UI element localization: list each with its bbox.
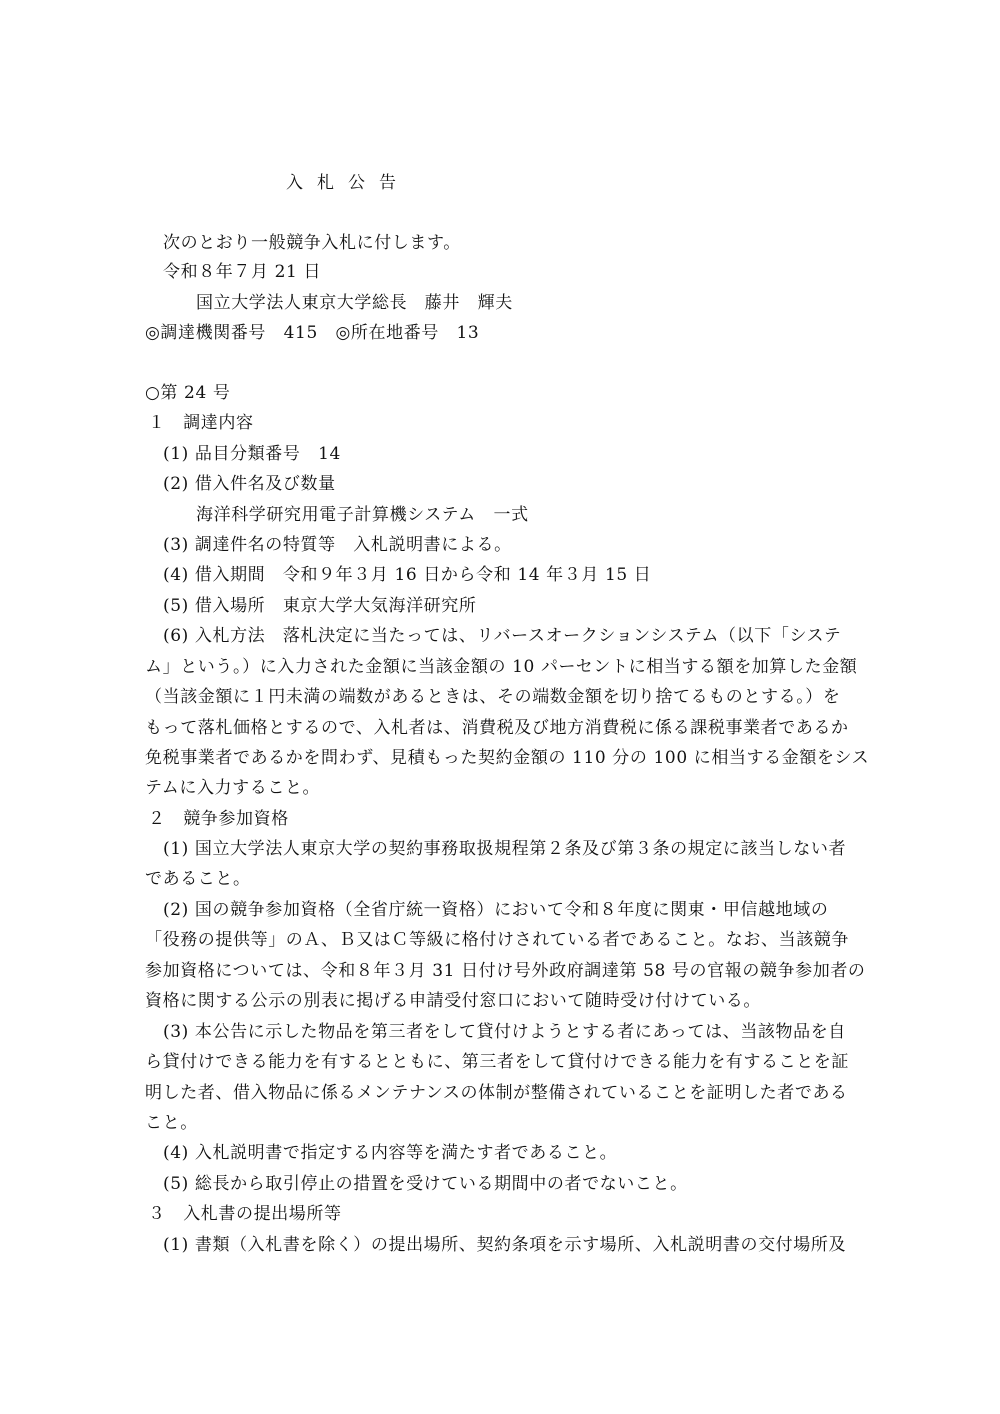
section-2-item-1-line-1: (1) 国立大学法人東京大学の契約事務取扱規程第２条及び第３条の規定に該当しない者 [163, 839, 847, 859]
notice-number: ○第 24 号 [145, 383, 231, 403]
section-2-item-5: (5) 総長から取引停止の措置を受けている期間中の者でないこと。 [163, 1174, 688, 1194]
agency-codes: ◎調達機関番号 415 ◎所在地番号 13 [145, 323, 480, 343]
section-1-item-1: (1) 品目分類番号 14 [163, 444, 341, 464]
section-1-item-2-detail: 海洋科学研究用電子計算機システム 一式 [196, 505, 529, 525]
section-1-item-6-line-4: もって落札価格とするので、入札者は、消費税及び地方消費税に係る課税事業者であるか [145, 718, 849, 738]
intro-statement: 次のとおり一般競争入札に付します。 [163, 233, 461, 253]
section-1-item-6-line-1: (6) 入札方法 落札決定に当たっては、リバースオークションシステム（以下「システ [163, 626, 842, 646]
section-1-heading: １ 調達内容 [148, 413, 254, 433]
section-2-item-2-line-3: 参加資格については、令和８年３月 31 日付け号外政府調達第 58 号の官報の競争参加者の [145, 961, 866, 981]
section-3-item-1-line-1: (1) 書類（入札書を除く）の提出場所、契約条項を示す場所、入札説明書の交付場所及 [163, 1235, 847, 1255]
section-2-item-2-line-2: 「役務の提供等」のＡ、Ｂ又はＣ等級に格付けされている者であること。なお、当該競争 [145, 930, 849, 950]
issuer-line: 国立大学法人東京大学総長 藤井 輝夫 [196, 293, 513, 313]
section-2-item-3-line-1: (3) 本公告に示した物品を第三者をして貸付けようとする者にあっては、当該物品を自 [163, 1022, 846, 1042]
section-2-item-3-line-4: こと。 [145, 1113, 198, 1133]
notice-date: 令和８年７月 21 日 [163, 262, 322, 282]
section-2-heading: ２ 競争参加資格 [148, 809, 289, 829]
section-1-item-4: (4) 借入期間 令和９年３月 16 日から令和 14 年３月 15 日 [163, 565, 652, 585]
section-2-item-4: (4) 入札説明書で指定する内容等を満たす者であること。 [163, 1143, 618, 1163]
page-title: 入札公告 [286, 173, 410, 193]
section-1-item-6-line-3: （当該金額に１円未満の端数があるときは、その端数金額を切り捨てるものとする。）を [145, 687, 841, 707]
section-1-item-6-line-5: 免税事業者であるかを問わず、見積もった契約金額の 110 分の 100 に相当する金額をシス [145, 748, 870, 768]
section-1-item-6-line-6: テムに入力すること。 [145, 778, 321, 798]
section-2-item-2-line-4: 資格に関する公示の別表に掲げる申請受付窓口において随時受け付けている。 [145, 991, 761, 1011]
section-3-heading: ３ 入札書の提出場所等 [148, 1204, 342, 1224]
section-2-item-2-line-1: (2) 国の競争参加資格（全省庁統一資格）において令和８年度に関東・甲信越地域の [163, 900, 829, 920]
section-2-item-3-line-2: ら貸付けできる能力を有するとともに、第三者をして貸付けできる能力を有することを証 [145, 1052, 849, 1072]
section-1-item-5: (5) 借入場所 東京大学大気海洋研究所 [163, 596, 477, 616]
section-2-item-3-line-3: 明した者、借入物品に係るメンテナンスの体制が整備されていることを証明した者である [145, 1083, 848, 1103]
section-1-item-6-line-2: ム」という。）に入力された金額に当該金額の 10 パーセントに相当する額を加算した金額 [145, 657, 858, 677]
section-1-item-2: (2) 借入件名及び数量 [163, 474, 336, 494]
section-1-item-3: (3) 調達件名の特質等 入札説明書による。 [163, 535, 512, 555]
section-2-item-1-line-2: であること。 [145, 869, 251, 889]
